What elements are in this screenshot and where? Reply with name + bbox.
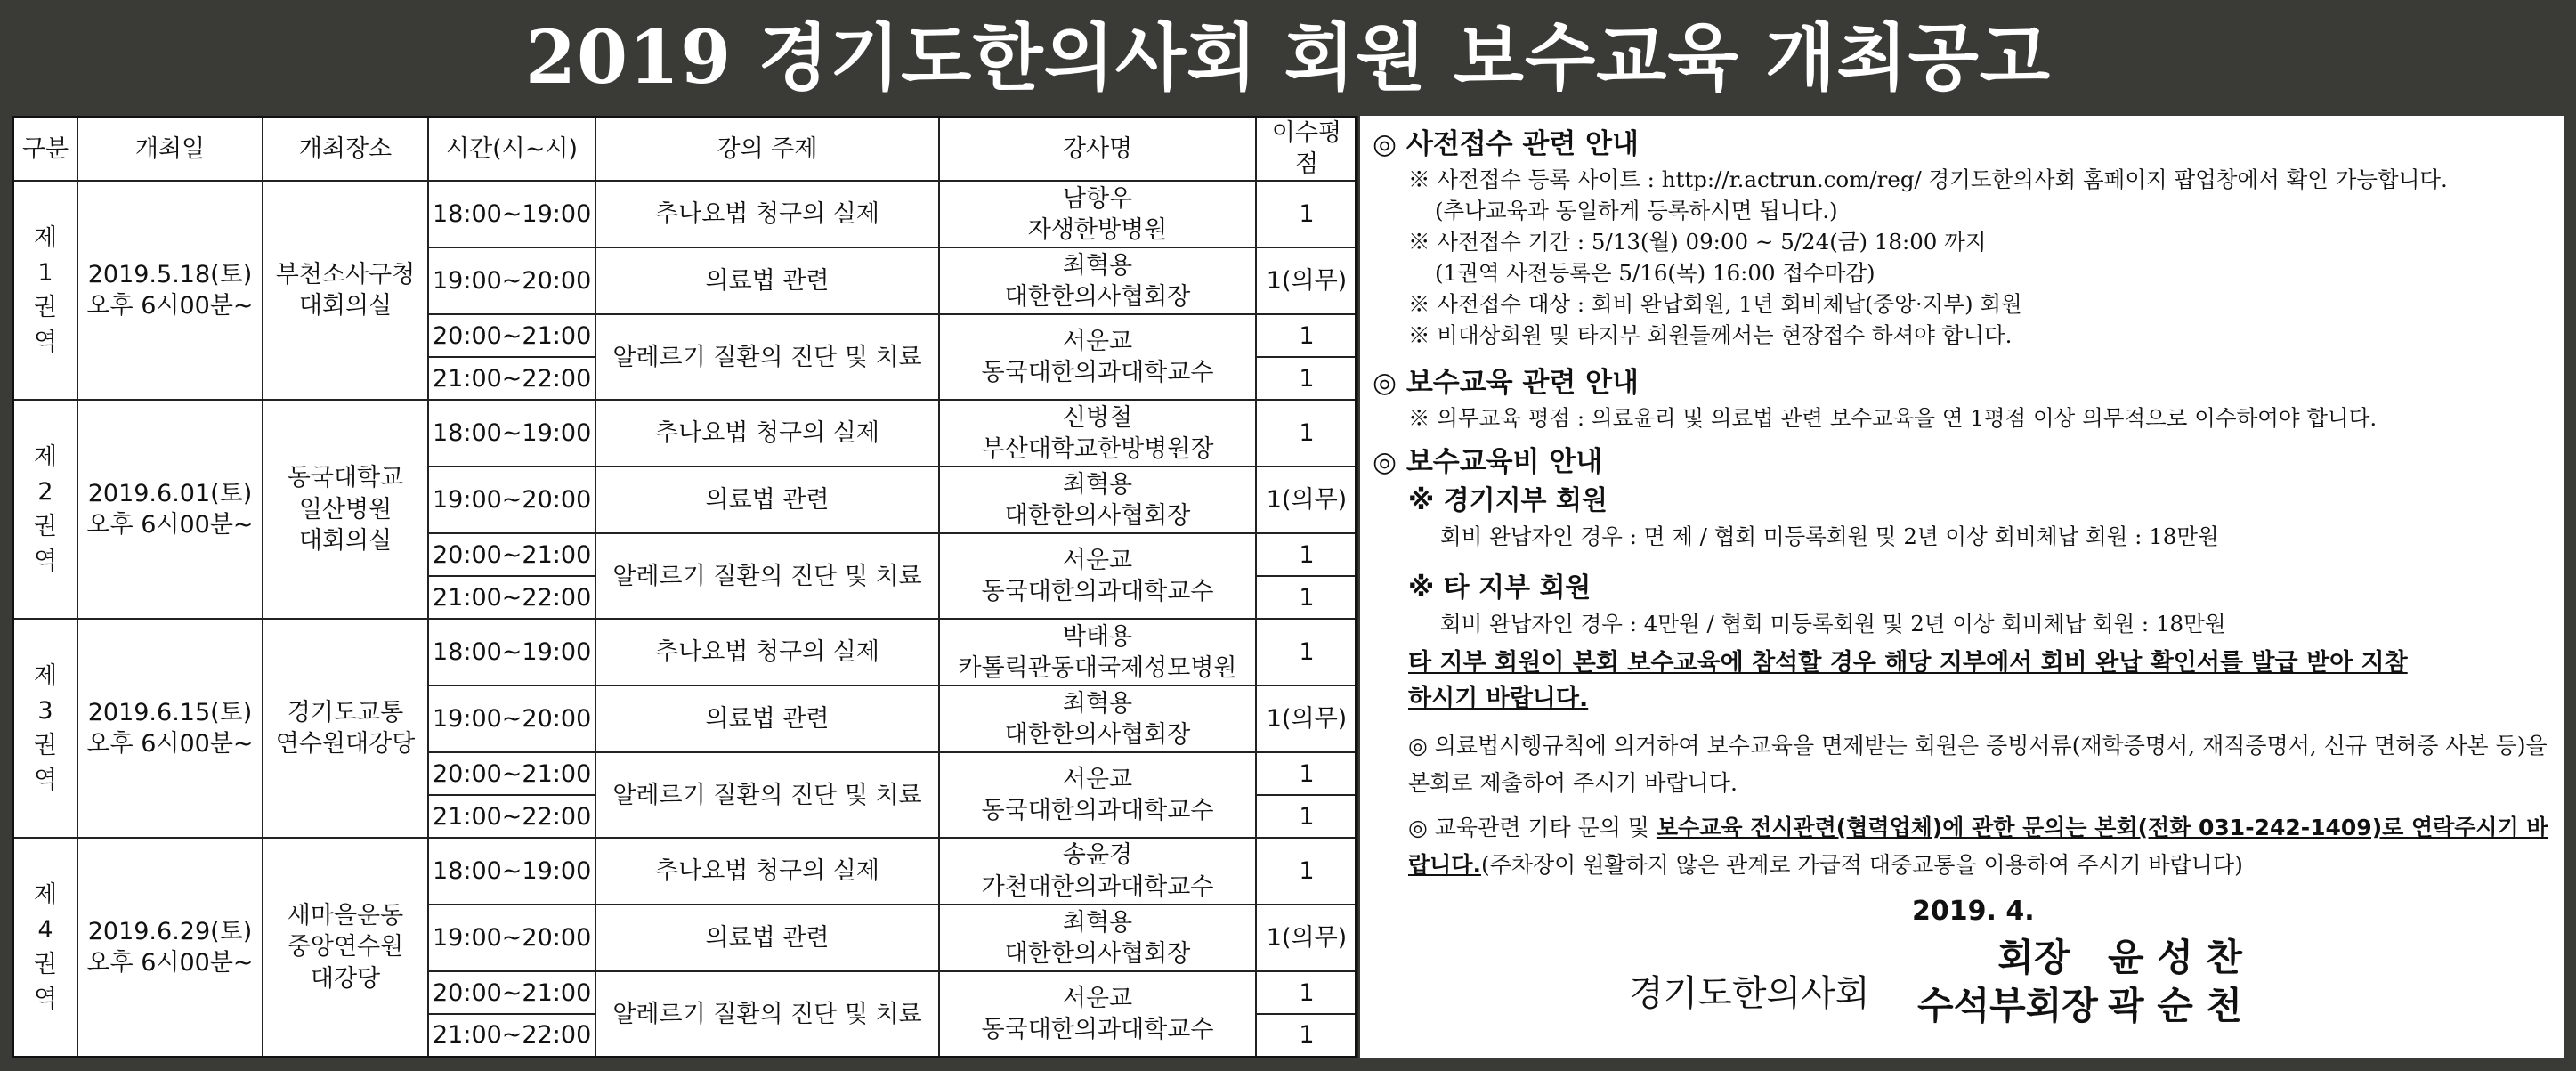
event-date — [77, 838, 263, 1057]
lecturer-line: 동국대한의과대학교수 — [981, 359, 1214, 387]
fee-other-bold: 타 지부 회원이 본회 보수교육에 참석할 경우 해당 지부에서 회비 완납 확인서를 발급 받아 지참 — [1408, 649, 2408, 677]
lecturer-line: 송윤경 — [1062, 841, 1133, 870]
session-lecturer — [939, 686, 1256, 752]
region-label — [13, 400, 77, 619]
session-time: 20:00~21:00 — [428, 752, 595, 795]
session-time: 19:00~20:00 — [428, 247, 595, 314]
event-venue-line: 경기도교통 — [287, 698, 404, 726]
session-time: 18:00~19:00 — [428, 181, 595, 247]
session-time: 19:00~20:00 — [428, 467, 595, 533]
session-time: 18:00~19:00 — [428, 838, 595, 905]
session-time: 21:00~22:00 — [428, 576, 595, 619]
lecturer-line: 최혁용 — [1062, 470, 1133, 499]
fee-gyeonggi-line: 회비 완납자인 경우 : 면 제 / 협회 미등록회원 및 2년 이상 회비체납 회원 : 18만원 — [1440, 523, 2219, 549]
session-topic: 알레르기 질환의 진단 및 치료 — [595, 971, 939, 1057]
session-credit: 1 — [1256, 576, 1357, 619]
header-venue: 개최장소 — [263, 117, 428, 181]
header-lecturer: 강사명 — [939, 117, 1256, 181]
fee-other-title: ※ 타 지부 회원 — [1408, 572, 1592, 604]
lecturer-line: 대한한의사협회장 — [1004, 720, 1191, 749]
region-label-char: 2 — [37, 477, 53, 506]
lecturer-line: 부산대학교한방병원장 — [981, 434, 1214, 463]
region-label-char: 제 — [33, 223, 58, 252]
lecturer-line: 남항우 — [1062, 184, 1133, 213]
session-credit: 1 — [1256, 181, 1357, 247]
region-label-char: 3 — [37, 696, 53, 725]
fee-other-bold: 하시기 바랍니다. — [1408, 685, 1589, 712]
lecturer-line: 대한한의사협회장 — [1004, 282, 1191, 311]
session-credit: 1 — [1256, 314, 1357, 357]
lecturer-line: 신병철 — [1062, 403, 1133, 432]
event-date-line: 오후 6시00분~ — [86, 292, 254, 320]
session-time: 20:00~21:00 — [428, 533, 595, 576]
lecturer-line: 동국대한의과대학교수 — [981, 797, 1214, 825]
session-lecturer — [939, 181, 1256, 247]
info-panel — [1360, 116, 2564, 1058]
session-topic: 추나요법 청구의 실제 — [595, 838, 939, 905]
session-topic: 의료법 관련 — [595, 247, 939, 314]
lecturer-line: 대한한의사협회장 — [1004, 501, 1191, 530]
region-label-char: 권 — [33, 294, 58, 322]
event-venue-line: 대회의실 — [298, 526, 393, 555]
event-venue — [263, 400, 428, 619]
president-title: 회장 — [1997, 936, 2070, 979]
session-topic: 추나요법 청구의 실제 — [595, 619, 939, 686]
session-time: 20:00~21:00 — [428, 971, 595, 1014]
lecturer-line: 가천대한의과대학교수 — [981, 872, 1214, 901]
contact-phone-text: 보수교육 전시관련(협력업체)에 관한 문의는 본회(전화 031-242-1409)로 연락주시기 바랍니다. — [1408, 815, 2548, 878]
event-venue-line: 새마을운동 — [287, 902, 404, 930]
event-venue-line: 중앙연수원 — [287, 933, 404, 961]
session-lecturer — [939, 752, 1256, 838]
event-date-line: 오후 6시00분~ — [86, 730, 254, 759]
vice-president-name: 곽 순 천 — [2108, 984, 2242, 1027]
registration-note: ※ 사전접수 대상 : 회비 완납회원, 1년 회비체납(중앙·지부) 회원 — [1408, 291, 2022, 317]
event-date-line: 2019.6.01(토) — [87, 480, 253, 507]
event-venue-line: 대강당 — [310, 964, 381, 993]
session-topic: 알레르기 질환의 진단 및 치료 — [595, 752, 939, 838]
region-label-char: 제 — [33, 661, 58, 690]
event-venue-line: 일산병원 — [298, 495, 393, 523]
session-time: 18:00~19:00 — [428, 400, 595, 467]
event-venue-line: 동국대학교 — [287, 464, 404, 492]
table-row — [13, 838, 1357, 905]
session-credit: 1 — [1256, 357, 1357, 400]
session-topic: 알레르기 질환의 진단 및 치료 — [595, 314, 939, 400]
session-time: 21:00~22:00 — [428, 357, 595, 400]
session-credit: 1 — [1256, 971, 1357, 1014]
session-credit: 1 — [1256, 1014, 1357, 1057]
region-label-char: 제 — [33, 880, 58, 909]
lecturer-line: 최혁용 — [1062, 251, 1133, 280]
fee-heading: ◎ 보수교육비 안내 — [1373, 446, 1603, 478]
registration-note: ※ 사전접수 기간 : 5/13(월) 09:00 ~ 5/24(금) 18:00 까지 — [1408, 229, 1987, 255]
event-venue-line: 연수원대강당 — [275, 730, 416, 759]
region-label-char: 역 — [33, 329, 58, 357]
notice-title: 2019 경기도한의사회 회원 보수교육 개최공고 — [524, 15, 2052, 101]
contact-parking-text: (주차장이 원활하지 않은 관계로 가급적 대중교통을 이용하여 주시기 바랍니다) — [1480, 852, 2243, 878]
event-venue-line: 대회의실 — [298, 292, 393, 320]
session-credit: 1(의무) — [1256, 247, 1357, 314]
session-topic: 의료법 관련 — [595, 905, 939, 971]
event-date — [77, 400, 263, 619]
session-time: 20:00~21:00 — [428, 314, 595, 357]
lecturer-line: 서운교 — [1062, 328, 1133, 356]
session-lecturer — [939, 314, 1256, 400]
session-topic: 추나요법 청구의 실제 — [595, 400, 939, 467]
education-note: ※ 의무교육 평점 : 의료윤리 및 의료법 관련 보수교육을 연 1평점 이상 의무적으로 이수하여야 합니다. — [1408, 405, 2378, 431]
region-label-char: 권 — [33, 732, 58, 760]
session-time: 21:00~22:00 — [428, 795, 595, 838]
lecturer-line: 박태용 — [1062, 622, 1133, 651]
contact-note-text: ◎ 교육관련 기타 문의 및 — [1408, 815, 1657, 840]
session-lecturer — [939, 533, 1256, 619]
schedule-panel — [12, 116, 1357, 1058]
header-credit: 이수평점 — [1256, 117, 1357, 181]
session-credit: 1 — [1256, 619, 1357, 686]
registration-note: (1권역 사전등록은 5/16(목) 16:00 접수마감) — [1435, 260, 1875, 286]
event-venue — [263, 838, 428, 1057]
region-label-char: 권 — [33, 951, 58, 978]
region-label-char: 권 — [33, 513, 58, 541]
session-credit: 1 — [1256, 400, 1357, 467]
event-date — [77, 619, 263, 838]
exemption-note: ◎ 의료법시행규칙에 의거하여 보수교육을 면제받는 회원은 증빙서류(재학증명서, 재직증명서, 신규 면허증 사본 등)을 본회로 제출하여 주시기 바랍니다. — [1408, 733, 2548, 796]
table-header-row — [13, 117, 1357, 181]
region-label — [13, 181, 77, 400]
event-date-line: 2019.5.18(토) — [87, 261, 253, 289]
registration-note: ※ 사전접수 등록 사이트 : http://r.actrun.com/reg/ 경기도한의사회 홈페이지 팝업창에서 확인 가능합니다. — [1408, 166, 2448, 192]
lecturer-line: 대한한의사협회장 — [1004, 939, 1191, 968]
registration-note: ※ 비대상회원 및 타지부 회원들께서는 현장접수 하셔야 합니다. — [1408, 322, 2013, 348]
session-lecturer — [939, 905, 1256, 971]
event-date-line: 2019.6.29(토) — [87, 917, 253, 945]
region-label — [13, 838, 77, 1057]
session-lecturer — [939, 971, 1256, 1057]
event-date-line: 2019.6.15(토) — [87, 698, 253, 726]
session-topic: 알레르기 질환의 진단 및 치료 — [595, 533, 939, 619]
registration-heading: ◎ 사전접수 관련 안내 — [1373, 128, 1639, 160]
session-credit: 1(의무) — [1256, 686, 1357, 752]
session-credit: 1(의무) — [1256, 905, 1357, 971]
region-label-char: 4 — [37, 915, 53, 944]
lecturer-line: 카톨릭관동대국제성모병원 — [958, 653, 1237, 682]
event-venue — [263, 619, 428, 838]
organization-name: 경기도한의사회 — [1629, 973, 1870, 1014]
notice-date: 2019. 4. — [1912, 896, 2035, 927]
header-date: 개최일 — [77, 117, 263, 181]
event-date — [77, 181, 263, 400]
session-time: 19:00~20:00 — [428, 905, 595, 971]
region-label-char: 1 — [37, 259, 53, 288]
info-content — [1373, 116, 2556, 884]
session-lecturer — [939, 467, 1256, 533]
region-label-char: 역 — [33, 986, 58, 1014]
session-lecturer — [939, 247, 1256, 314]
event-venue — [263, 181, 428, 400]
session-credit: 1(의무) — [1256, 467, 1357, 533]
event-date-line: 오후 6시00분~ — [86, 511, 254, 540]
session-lecturer — [939, 838, 1256, 905]
session-time: 21:00~22:00 — [428, 1014, 595, 1057]
session-credit: 1 — [1256, 795, 1357, 838]
lecturer-line: 동국대한의과대학교수 — [981, 1016, 1214, 1044]
region-label-char: 제 — [33, 442, 58, 471]
president-name: 윤 성 찬 — [2108, 936, 2242, 979]
table-row — [13, 181, 1357, 247]
session-credit: 1 — [1256, 752, 1357, 795]
session-topic: 의료법 관련 — [595, 686, 939, 752]
schedule-table — [12, 116, 1358, 1058]
table-row — [13, 400, 1357, 467]
session-time: 19:00~20:00 — [428, 686, 595, 752]
session-credit: 1 — [1256, 838, 1357, 905]
lecturer-line: 최혁용 — [1062, 689, 1133, 718]
header-region: 구분 — [13, 117, 77, 181]
session-topic: 의료법 관련 — [595, 467, 939, 533]
lecturer-line: 서운교 — [1062, 547, 1133, 575]
header-time: 시간(시~시) — [428, 117, 595, 181]
registration-note: (추나교육과 동일하게 등록하시면 됩니다.) — [1435, 198, 1838, 223]
education-heading: ◎ 보수교육 관련 안내 — [1373, 367, 1639, 399]
vice-president-title: 수석부회장 — [1917, 984, 2098, 1027]
session-time: 18:00~19:00 — [428, 619, 595, 686]
session-lecturer — [939, 400, 1256, 467]
session-credit: 1 — [1256, 533, 1357, 576]
session-lecturer — [939, 619, 1256, 686]
event-venue-line: 부천소사구청 — [275, 261, 416, 289]
lecturer-line: 최혁용 — [1062, 908, 1133, 937]
fee-other-line: 회비 완납자인 경우 : 4만원 / 협회 미등록회원 및 2년 이상 회비체납 회원 : 18만원 — [1440, 611, 2226, 637]
region-label-char: 역 — [33, 767, 58, 795]
lecturer-line: 서운교 — [1062, 985, 1133, 1013]
contact-note — [1373, 809, 2556, 884]
table-row — [13, 619, 1357, 686]
lecturer-line: 서운교 — [1062, 766, 1133, 794]
event-date-line: 오후 6시00분~ — [86, 949, 254, 977]
session-topic: 추나요법 청구의 실제 — [595, 181, 939, 247]
header-topic: 강의 주제 — [595, 117, 939, 181]
fee-gyeonggi-title: ※ 경기지부 회원 — [1408, 485, 1608, 516]
region-label — [13, 619, 77, 838]
region-label-char: 역 — [33, 548, 58, 576]
lecturer-line: 자생한방병원 — [1027, 215, 1168, 244]
lecturer-line: 동국대한의과대학교수 — [981, 578, 1214, 606]
